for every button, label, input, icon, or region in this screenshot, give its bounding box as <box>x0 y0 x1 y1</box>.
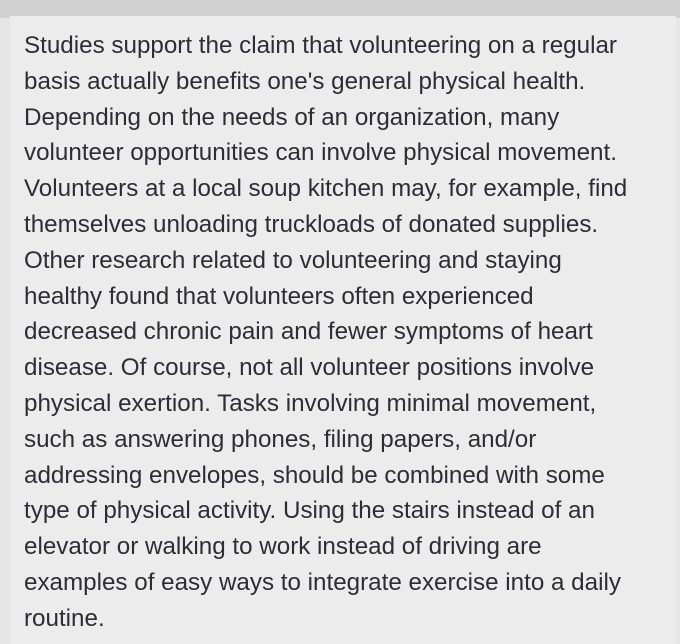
passage-line: such as answering phones, filing papers, and/or <box>24 425 537 453</box>
passage-line: basis actually benefits one's general physical health. <box>24 67 586 95</box>
passage-line: physical exertion. Tasks involving minimal movement, <box>24 389 597 417</box>
passage-line: Other research related to volunteering and staying <box>24 246 562 274</box>
passage-line: addressing envelopes, should be combined with some <box>24 461 605 489</box>
passage-line: examples of easy ways to integrate exercise into a daily <box>24 568 621 596</box>
passage-line: decreased chronic pain and fewer symptoms of heart <box>24 318 593 346</box>
passage-line: Volunteers at a local soup kitchen may, for example, find <box>24 175 628 203</box>
passage-line: Depending on the needs of an organization, many <box>24 103 560 131</box>
passage-line: Studies support the claim that volunteering on a regular <box>24 32 617 59</box>
passage-line: type of physical activity. Using the stairs instead of an <box>24 497 595 525</box>
passage-line: themselves unloading truckloads of donated supplies. <box>24 210 599 238</box>
passage-line: volunteer opportunities can involve physical movement. <box>24 139 617 167</box>
passage-line: routine. <box>24 604 105 632</box>
passage-paragraph <box>24 28 674 637</box>
passage-panel <box>10 16 676 644</box>
passage-line: disease. Of course, not all volunteer positions involve <box>24 354 595 382</box>
passage-line: elevator or walking to work instead of driving are <box>24 533 542 561</box>
passage-line: healthy found that volunteers often experienced <box>24 282 534 310</box>
